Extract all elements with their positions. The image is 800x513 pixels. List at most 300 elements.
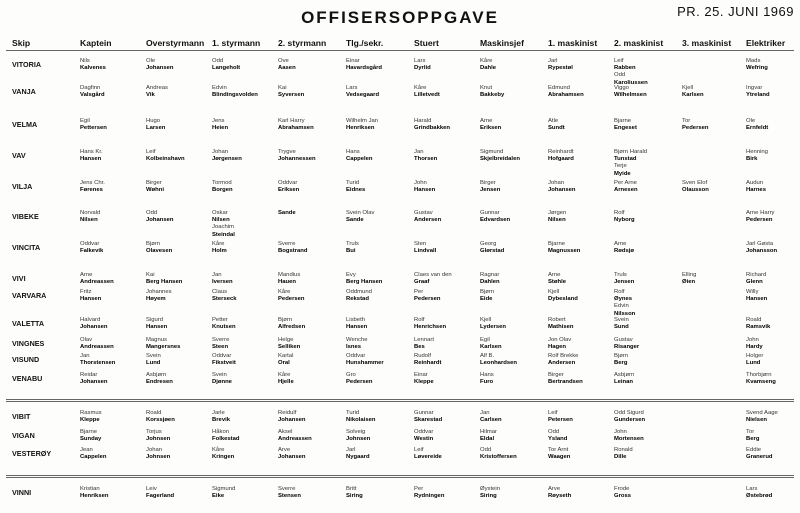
officer-cell — [480, 447, 517, 461]
officer-surname: Knutsen — [212, 324, 236, 331]
officer-cell — [746, 447, 773, 461]
column-header: 2. maskinist — [614, 38, 664, 48]
divider-line — [6, 475, 794, 476]
officer-firstname: Kai — [278, 85, 287, 91]
officer-firstname: Svend Aage — [746, 410, 778, 416]
officer-firstname: Odd Sigurd — [614, 410, 644, 416]
officer-cell — [548, 58, 573, 72]
officer-cell — [746, 353, 763, 367]
officer-cell — [480, 58, 496, 72]
officer-surname: Mathisen — [548, 324, 574, 331]
officer-surname: Djønne — [212, 379, 232, 386]
officer-surname: Stensen — [278, 493, 301, 500]
officer-firstname: Ragnar — [480, 272, 500, 278]
officer-firstname: Turid — [346, 180, 360, 186]
officer-firstname: Willy — [746, 289, 759, 295]
column-header: Maskinsjef — [480, 38, 524, 48]
officer-surname: Olavesen — [146, 248, 173, 255]
officer-firstname: Dagfinn — [80, 85, 101, 91]
officer-cell — [548, 272, 566, 286]
officer-surname: Bertrandsen — [548, 379, 583, 386]
officer-firstname: Mandius — [278, 272, 301, 278]
ship-name: VALETTA — [12, 319, 45, 328]
officer-cell — [146, 272, 182, 286]
officer-cell — [212, 410, 230, 424]
officer-firstname: Rolf Brekke — [548, 353, 579, 359]
officer-firstname: Svein — [212, 372, 227, 378]
officer-cell — [614, 272, 634, 286]
officer-cell — [80, 272, 114, 286]
officer-surname: Rypestøl — [548, 65, 573, 72]
officer-firstname: Ove — [278, 58, 289, 64]
officer-cell — [614, 353, 628, 367]
officer-firstname: Gro — [346, 372, 356, 378]
officer-firstname: Lennart — [414, 337, 434, 343]
officer-cell — [146, 289, 172, 303]
column-header: Kaptein — [80, 38, 112, 48]
officer-firstname: Andreas — [146, 85, 168, 91]
officer-firstname: Terje — [614, 163, 627, 170]
column-header: Tlg./sekr. — [346, 38, 384, 48]
officer-cell — [346, 447, 370, 461]
officer-firstname: Bjørn — [480, 289, 495, 295]
officer-firstname: Leif — [548, 410, 558, 416]
officer-firstname: Gunnar — [480, 210, 500, 216]
officer-cell — [746, 317, 770, 331]
officer-cell — [146, 372, 173, 386]
officer-surname: Henriksen — [346, 125, 375, 132]
officer-surname: Dahlen — [480, 279, 500, 286]
officer-cell — [746, 241, 777, 255]
officer-surname: Ytreland — [746, 92, 770, 99]
officer-cell — [278, 353, 293, 367]
officer-surname: Rydningen — [414, 493, 445, 500]
officer-firstname: Solveig — [346, 429, 366, 435]
officer-surname: Øien — [682, 279, 696, 286]
officer-surname: Kleppe — [80, 417, 100, 424]
officer-cell — [346, 410, 375, 424]
officer-firstname: Kartal — [278, 353, 294, 359]
officer-firstname: Jens Chr. — [80, 180, 105, 186]
officer-firstname: Reidar — [80, 372, 98, 378]
officer-surname: Pedersen — [746, 217, 773, 224]
officer-firstname: Harald — [414, 118, 432, 124]
officer-surname: Sterseck — [212, 296, 237, 303]
officer-surname: Pedersen — [414, 296, 441, 303]
officer-firstname: Fritz — [80, 289, 92, 295]
officer-firstname: Kåre — [212, 447, 225, 453]
officer-surname: Edvardsen — [480, 217, 511, 224]
officer-cell — [80, 149, 103, 163]
officer-cell — [614, 180, 638, 194]
officer-firstname: Petter — [212, 317, 228, 323]
officer-firstname: Edvin — [614, 303, 629, 310]
officer-surname: Jensen — [480, 187, 501, 194]
officer-surname: Ysland — [548, 436, 568, 443]
officer-cell — [278, 289, 305, 303]
officer-firstname: Helge — [278, 337, 294, 343]
officer-surname: Lund — [146, 360, 161, 367]
officer-surname: Ernfeldt — [746, 125, 769, 132]
officer-surname: Vik — [146, 92, 155, 99]
officer-firstname: Lisbeth — [346, 317, 365, 323]
officer-surname: Syversen — [278, 92, 305, 99]
officer-surname: Berg — [614, 360, 628, 367]
officer-firstname: John — [746, 337, 759, 343]
officer-surname: Pettersen — [80, 125, 107, 132]
officer-firstname: Johan — [548, 180, 565, 186]
officer-firstname: Roald — [146, 410, 162, 416]
officer-firstname: Johan — [212, 149, 229, 155]
ship-name: VIBEKE — [12, 212, 39, 221]
officer-cell — [146, 58, 174, 72]
officer-surname: Karoliussen — [614, 79, 648, 86]
officer-surname: Johansen — [278, 417, 306, 424]
officer-cell — [480, 337, 502, 351]
officer-surname: Johansen — [146, 217, 174, 224]
officer-cell — [480, 272, 500, 286]
officer-cell — [480, 410, 502, 424]
officer-surname: Eidnes — [346, 187, 366, 194]
officer-surname: Endresen — [146, 379, 173, 386]
officer-surname: Granerud — [746, 454, 773, 461]
officer-cell — [346, 58, 382, 72]
officer-surname: Glenn — [746, 279, 763, 286]
ship-name: VIBIT — [12, 412, 31, 421]
column-header: Skip — [12, 38, 31, 48]
officer-cell — [346, 317, 367, 331]
officer-firstname: Ole — [146, 58, 156, 64]
officer-surname: Fikstveit — [212, 360, 236, 367]
officer-cell — [278, 337, 300, 351]
officer-cell — [80, 180, 105, 194]
officer-cell — [80, 317, 108, 331]
officer-cell — [212, 58, 240, 72]
officer-cell — [548, 149, 574, 163]
officer-surname: Lindvall — [414, 248, 437, 255]
column-header: Stuert — [414, 38, 439, 48]
officer-cell — [212, 149, 242, 163]
officer-cell — [146, 85, 168, 99]
officer-surname: Kristoffersen — [480, 454, 517, 461]
officer-cell — [346, 372, 373, 386]
officer-firstname: Kai — [146, 272, 155, 278]
officer-firstname: Reidulf — [278, 410, 297, 416]
officer-surname: Reinhardt — [414, 360, 442, 367]
officer-surname: Johansson — [746, 248, 778, 255]
officer-cell — [146, 429, 170, 443]
officer-surname: Oral — [278, 360, 290, 367]
officer-cell — [480, 241, 504, 255]
officer-cell — [146, 410, 175, 424]
officer-surname: Bogstrand — [278, 248, 308, 255]
officer-cell — [414, 486, 444, 500]
officer-cell — [746, 429, 759, 443]
officer-firstname: Reinhardt — [548, 149, 574, 155]
officer-firstname: Hans — [346, 149, 360, 155]
officer-surname: Alfredsen — [278, 324, 306, 331]
officer-surname: Hansen — [414, 187, 436, 194]
officer-cell — [278, 486, 301, 500]
officer-surname: Eldal — [480, 436, 495, 443]
officer-firstname: Ingvar — [746, 85, 763, 91]
officer-cell — [414, 337, 434, 351]
officer-surname: Sundt — [548, 125, 565, 132]
officer-surname: Harnes — [746, 187, 766, 194]
officer-surname: Arnesen — [614, 187, 638, 194]
officer-surname: Pedersen — [346, 379, 373, 386]
officer-cell — [80, 447, 107, 461]
officer-firstname: Johan — [146, 447, 163, 453]
officer-firstname: Rolf — [614, 210, 625, 216]
officer-firstname: Bjarne — [614, 118, 632, 124]
officer-firstname: Oskar — [212, 210, 228, 216]
officer-surname: Carlsen — [480, 417, 502, 424]
ship-name: VESTERØY — [12, 449, 52, 458]
officer-firstname: Audun — [746, 180, 764, 186]
officer-cell — [146, 447, 170, 461]
officer-cell — [746, 272, 766, 286]
officer-surname: Steen — [212, 344, 229, 351]
officer-surname: Karlsen — [480, 344, 502, 351]
officer-surname: Berg Hansen — [346, 279, 383, 286]
officer-cell — [346, 429, 370, 443]
officer-cell — [278, 317, 305, 331]
officer-cell — [480, 210, 510, 224]
officer-firstname: Olav — [80, 337, 93, 343]
officer-surname: Rekstad — [346, 296, 369, 303]
officer-cell — [414, 317, 446, 331]
officer-cell — [480, 180, 500, 194]
officer-firstname: Svein — [146, 353, 161, 359]
officer-firstname: Arne — [614, 241, 627, 247]
officer-cell — [414, 58, 431, 72]
officer-surname: Pedersen — [278, 296, 305, 303]
officer-surname: Sande — [278, 210, 296, 216]
officer-cell — [278, 372, 294, 386]
officer-surname: Graaf — [414, 279, 430, 286]
officer-cell — [80, 429, 101, 443]
officer-cell — [212, 85, 258, 99]
officer-cell — [278, 410, 306, 424]
officer-cell — [548, 210, 566, 224]
officer-surname: Nilsen — [212, 217, 230, 224]
officer-surname: Valsgård — [80, 92, 105, 99]
report-date: PR. 25. JUNI 1969 — [677, 4, 794, 19]
officer-cell — [346, 85, 379, 99]
officer-cell — [548, 429, 567, 443]
officer-surname: Bes — [414, 344, 425, 351]
officer-cell — [414, 149, 437, 163]
officer-cell — [480, 289, 494, 303]
officer-cell — [414, 353, 442, 367]
officer-firstname: Arne — [548, 272, 561, 278]
officer-surname: Isnes — [346, 344, 362, 351]
officer-surname: Andersen — [414, 217, 442, 224]
officer-cell — [278, 241, 307, 255]
officer-surname: Berg Hansen — [146, 279, 183, 286]
officer-cell — [614, 429, 644, 443]
officer-cell — [746, 210, 774, 224]
officer-surname: Karlsen — [682, 92, 704, 99]
officer-firstname: Sigmund — [212, 486, 236, 492]
officer-cell — [80, 241, 103, 255]
officer-surname: Hansen — [146, 324, 168, 331]
officer-surname: Thorsen — [414, 156, 438, 163]
officer-surname: Bui — [346, 248, 356, 255]
officer-surname: Førenes — [80, 187, 103, 194]
officer-surname: Løvereide — [414, 454, 442, 461]
column-header: 3. maskinist — [682, 38, 732, 48]
officer-cell — [746, 337, 763, 351]
officer-firstname: Torjus — [146, 429, 162, 435]
officer-firstname: Kjell — [682, 85, 694, 91]
officer-firstname: Birger — [548, 372, 564, 378]
officer-surname: Petersen — [548, 417, 573, 424]
officer-surname: Nilsen — [80, 217, 98, 224]
officer-firstname: Gunnar — [414, 410, 434, 416]
officer-firstname: Tormod — [212, 180, 232, 186]
officer-cell — [480, 317, 506, 331]
officer-cell — [212, 118, 228, 132]
officer-cell — [346, 289, 372, 303]
officer-firstname: Sten — [414, 241, 427, 247]
officer-cell — [212, 486, 235, 500]
officer-cell — [278, 272, 300, 286]
officer-firstname: Bjarne — [80, 429, 98, 435]
officer-surname: Siring — [346, 493, 363, 500]
officer-firstname: Leiv — [146, 486, 157, 492]
officer-firstname: Magnus — [146, 337, 167, 343]
officer-firstname: Rolf — [614, 289, 625, 295]
officer-firstname: Jean — [80, 447, 93, 453]
officer-cell — [614, 210, 635, 224]
officer-cell — [548, 241, 580, 255]
officer-surname: Bakkeby — [480, 92, 505, 99]
ship-name: VIVI — [12, 274, 26, 283]
officer-surname: Sund — [614, 324, 629, 331]
officer-cell — [414, 429, 433, 443]
officer-cell — [146, 353, 161, 367]
officer-surname: Hansen — [746, 296, 768, 303]
officer-surname: Hunshammer — [346, 360, 384, 367]
officer-cell — [212, 317, 236, 331]
officer-firstname: Hilmar — [480, 429, 498, 435]
officer-surname: Vedsegaard — [346, 92, 380, 99]
officer-firstname: Jens — [212, 118, 225, 124]
officer-firstname: Kåre — [278, 372, 291, 378]
officer-surname: Hauen — [278, 279, 297, 286]
officer-firstname: Oddvar — [212, 353, 232, 359]
officer-surname: Sunday — [80, 436, 102, 443]
officer-surname: Høyem — [146, 296, 166, 303]
officer-firstname: Truls — [614, 272, 627, 278]
officer-cell — [614, 118, 637, 132]
ship-name: VISUND — [12, 355, 40, 364]
officer-firstname: Tor — [682, 118, 691, 124]
officer-cell — [80, 337, 114, 351]
officer-cell — [212, 353, 236, 367]
officer-surname: Fagerland — [146, 493, 175, 500]
officer-surname: Johnsen — [346, 436, 371, 443]
officer-cell — [480, 85, 504, 99]
officer-surname: Wefring — [746, 65, 768, 72]
officer-cell — [480, 353, 517, 367]
officer-cell — [346, 210, 374, 224]
officer-surname: Siring — [480, 493, 497, 500]
officer-surname: Thorstensen — [80, 360, 116, 367]
officer-cell — [548, 372, 583, 386]
officer-surname: Kalvenes — [80, 65, 106, 72]
ship-name: VIGAN — [12, 431, 35, 440]
officer-firstname: Egil — [480, 337, 490, 343]
ship-name: VELMA — [12, 120, 38, 129]
officer-firstname: Roald — [746, 317, 762, 323]
officer-surname: Wilhelmsen — [614, 92, 647, 99]
officer-firstname: Britt — [346, 486, 357, 492]
officer-cell — [682, 272, 696, 286]
officer-cell — [346, 486, 363, 500]
officer-cell — [548, 289, 578, 303]
officer-firstname: Jarl — [346, 447, 356, 453]
officer-firstname: Arve — [548, 486, 561, 492]
officer-firstname: Einar — [346, 58, 360, 64]
officer-surname: Blindingsvolden — [212, 92, 258, 99]
officer-surname: Eide — [480, 296, 493, 303]
divider-line — [6, 399, 794, 400]
officer-surname: Dille — [614, 454, 627, 461]
officer-firstname: Elling — [682, 272, 697, 278]
ship-name: VENABU — [12, 374, 43, 383]
officer-firstname: Lars — [346, 85, 358, 91]
officer-firstname: Asbjørn — [146, 372, 167, 378]
officer-firstname: Johannes — [146, 289, 172, 295]
officer-firstname: Per — [414, 289, 424, 295]
officer-surname: Lilletvedt — [414, 92, 440, 99]
officer-cell — [548, 353, 578, 367]
officer-cell — [80, 289, 101, 303]
officer-firstname: Arve — [278, 447, 291, 453]
officer-firstname: Jon Olav — [548, 337, 572, 343]
officer-cell — [346, 241, 359, 255]
officer-cell — [614, 85, 647, 99]
ship-name: VITORIA — [12, 60, 42, 69]
officer-surname: Holm — [212, 248, 227, 255]
officer-surname: Leonhardsen — [480, 360, 517, 367]
officer-surname: Nygaard — [346, 454, 370, 461]
ship-name: VAV — [12, 151, 26, 160]
officer-firstname: Thorbjørn — [746, 372, 772, 378]
officer-firstname: Odd — [548, 429, 560, 435]
officer-surname: Johannessen — [278, 156, 316, 163]
officer-cell — [146, 149, 185, 163]
page-title: OFFISERSOPPGAVE — [301, 8, 499, 27]
officer-firstname: Robert — [548, 317, 566, 323]
officer-surname: Falkevik — [80, 248, 104, 255]
officer-firstname: Sigurd — [146, 317, 164, 323]
officer-cell — [548, 486, 571, 500]
ship-name: VANJA — [12, 87, 36, 96]
officer-surname: Mortensen — [614, 436, 644, 443]
officer-firstname: Sverre — [278, 241, 296, 247]
officer-surname: Selliken — [278, 344, 301, 351]
officer-firstname: Kåre — [212, 241, 225, 247]
ship-name: VINGNES — [12, 339, 45, 348]
officer-cell — [414, 210, 441, 224]
officer-cell — [414, 241, 436, 255]
officer-firstname: Kristian — [80, 486, 100, 492]
officer-firstname: Jarl Gøsta — [746, 241, 774, 247]
